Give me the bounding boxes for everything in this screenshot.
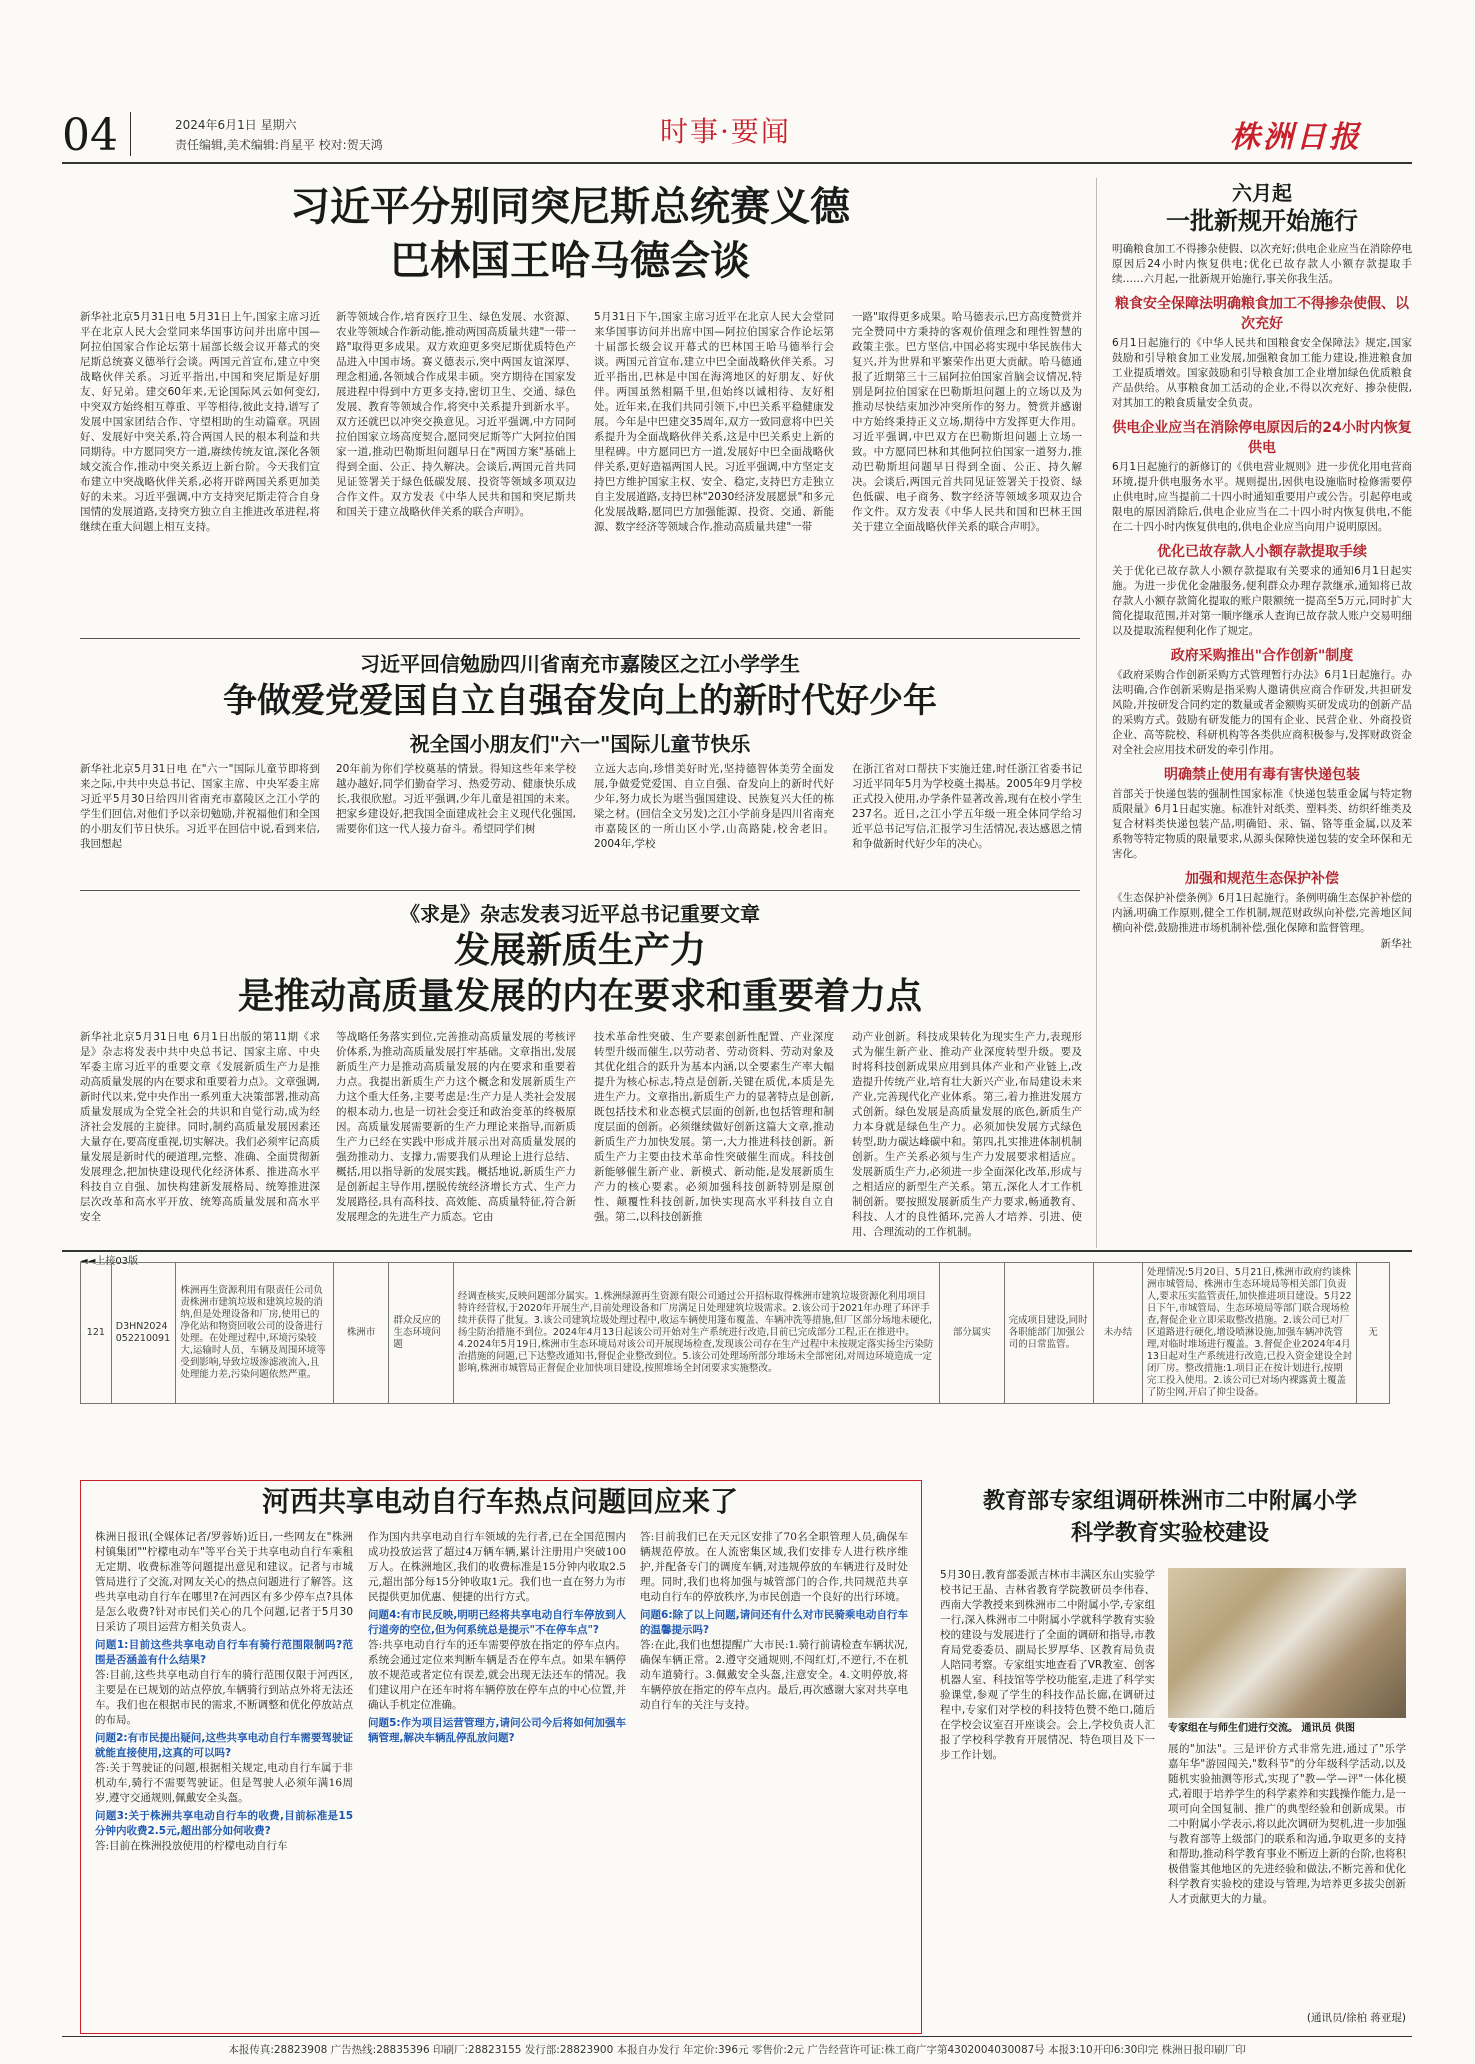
sidebar-divider: [1096, 178, 1097, 1248]
bike-answer-6: 答:在此,我们也想提醒广大市民:1.骑行前请检查车辆状况,确保车辆正常。2.遵守交通规则,不闯红灯,不逆行,不在机动车道骑行。3.佩戴安全头盔,注意安全。4.文明停放,将车辆停放在指定的停车点内。最后,再次感谢大家对共享电动自行车的关注与支持。: [640, 1639, 908, 1711]
bike-question-2: 问题2:有市民提出疑问,这些共享电动自行车需要驾驶证就能直接使用,这真的可以吗?: [95, 1732, 353, 1759]
table-cell-handling: 处理情况:5月20日、5月21日,株洲市政府约谈株洲市城管局、株洲市生态环境局等相关部门负责人,要求压实监管责任,加快推进项目建设。5月22日下午,市城管局、生态环境局等部门联合现场检查,督促企业立即采取整改措施。2.该公司已对厂区道路进行硬化,增设喷淋设施,加强车辆冲洗管理,对临时堆场进行覆盖。3.督促企业2024年4月13日起对生产系统进行改造,已投入资金建设全封闭厂房。整改措施:1.项目正在按计划进行,按期完工投入使用。2.该公司已对场内裸露黄土覆盖了防尘网,开启了抑尘设备。: [1142, 1263, 1356, 1404]
education-photo-caption: 专家组在与师生们进行交流。 通讯员 供图: [1168, 1723, 1355, 1734]
editor-credits: 责任编辑,美术编辑:肖星平 校对:贺天鸿: [175, 138, 383, 152]
education-source: (通讯员/徐柏 蒋亚琨): [1306, 2012, 1406, 2024]
table-cell-issue: 株洲再生资源利用有限责任公司负责株洲市建筑垃圾和建筑垃圾的消纳,但是处理设备和厂房,使用已的净化站和物资回收公司的设备进行处理。在处理过程中,环境污染较大,运输时人员、车辆及周围环境等受到影响,导致垃圾渗滤液流入,且处理能力差,污染问题依然严重。: [176, 1263, 334, 1404]
education-headline: [935, 1486, 1405, 1550]
sidebar-item-heading: 明确禁止使用有毒有害快递包装: [1164, 767, 1360, 783]
bike-question-6: 问题6:除了以上问题,请问还有什么对市民骑乘电动自行车的温馨提示吗?: [640, 1609, 908, 1636]
sidebar-item-heading: 粮食安全保障法明确粮食加工不得掺杂使假、以次充好: [1115, 296, 1409, 332]
sidebar-item-body: 《政府采购合作创新采购方式管理暂行办法》6月1日起施行。办法明确,合作创新采购是指采购人邀请供应商合作研发,共担研发风险,并按研发合同约定的数量或者金额购买研发成功的创新产品的采购方式。鼓励有研发能力的国有企业、民营企业、外商投资企业、高等院校、科研机构等各类供应商积极参与,发挥财政资金对全社会应用技术研发的牵引作用。: [1112, 669, 1412, 756]
table-top-rule: [62, 1250, 1412, 1252]
sidebar-title-line1: 六月起: [1232, 181, 1292, 205]
sidebar-source: 新华社: [1380, 938, 1412, 950]
divider-second: [80, 890, 1080, 891]
lead-column-3: 5月31日下午,国家主席习近平在北京人民大会堂同来华国事访问并出席中国—阿拉伯国家合作论坛第十届部长级会议开幕式的巴林国王哈马德举行会谈。两国元首宣布,建立中巴全面战略伙伴关系。习近平指出,巴林是中国在海湾地区的好朋友、好伙伴。两国虽然相隔千里,但始终以诚相待、友好相处。近年来,在我们共同引领下,中巴关系平稳健康发展。今年是中巴建交35周年,双方一致同意将中巴关系提升为全面战略伙伴关系,这是中巴关系史上新的里程碑。中方愿同巴方一道,发展好中巴全面战略伙伴关系,更好造福两国人民。习近平强调,中方坚定支持巴方维护国家主权、安全、稳定,支持巴方走独立自主发展道路,支持巴林"2030经济发展愿景"和多元化发展战略,愿同巴方加强能源、投资、交通、新能源、数字经济等领域合作,推动高质量共建"一带: [594, 311, 834, 533]
education-headline-line2: 科学教育实验校建设: [1070, 1521, 1269, 1546]
table-cell-penalty: 无: [1357, 1263, 1390, 1404]
sidebar-item-body: 首部关于快递包装的强制性国家标准《快递包装重金属与特定物质限量》6月1日起实施。标准针对纸类、塑料类、纺织纤维类及复合材料类快递包装产品,明确铅、汞、镉、铬等重金属,以及苯系物等特定物质的限量要求,从源头保障快递包装的安全环保和无害化。: [1112, 788, 1412, 860]
table-cell-code: D3HN2024052210091: [111, 1263, 176, 1404]
second-column-1: 新华社北京5月31日电 在"六一"国际儿童节即将到来之际,中共中央总书记、国家主席、中央军委主席习近平5月30日给四川省南充市嘉陵区之江小学的学生们回信,对他们予以亲切勉励,并祝福他们和全国的小朋友们节日快乐。习近平在回信中说,看到来信,我回想起: [80, 763, 320, 850]
sidebar-title-line2: 一批新规开始施行: [1166, 207, 1358, 235]
bike-answer-3: 答:目前在株洲投放使用的柠檬电动自行车: [95, 1840, 288, 1852]
third-headline-line2: 是推动高质量发展的内在要求和重要着力点: [237, 976, 922, 1017]
table-cell-no: 121: [81, 1263, 112, 1404]
bike-answer-1: 答:目前,这些共享电动自行车的骑行范围仅限于河西区,主要是在已规划的站点停放,车辆骑行到站点外将无法还车。我们也在根据市民的需求,不断调整和优化停放站点的布局。: [95, 1669, 353, 1726]
table-row: [81, 1263, 1390, 1404]
third-column-3: 技术革命性突破、生产要素创新性配置、产业深度转型升级而催生,以劳动者、劳动资料、劳动对象及其优化组合的跃升为基本内涵,以全要素生产率大幅提升为核心标志,特点是创新,关键在质优,本质是先进生产力。文章指出,新质生产力的显著特点是创新,既包括技术和业态模式层面的创新,也包括管理和制度层面的创新。必须继续做好创新这篇大文章,推动新质生产力加快发展。第一,大力推进科技创新。新质生产力主要由技术革命性突破催生而成。科技创新能够催生新产业、新模式、新动能,是发展新质生产力的核心要素。必须加强科技创新特别是原创性、颠覆性科技创新,加快实现高水平科技自立自强。第二,以科技创新推: [594, 1031, 834, 1223]
bike-question-1: 问题1:目前这些共享电动自行车有骑行范围限制吗?范围是否涵盖有什么结果?: [95, 1639, 353, 1666]
table-cell-responsibility: 完成项目建设,同时各职能部门加强公司的日常监管。: [1004, 1263, 1094, 1404]
education-column-1: 5月30日,教育部委派吉林市丰满区东山实验学校书记王晶、吉林省教育学院教研员李伟春、西南大学教授来到株洲市二中附属小学,专家组一行,深入株洲市二中附属小学就科学教育实验校的建设与发展进行了全面的调研和指导,市教育局党委委员、副局长罗厚华、区教育局负责人陪同考察。专家组实地查看了VR教室、创客机器人室、科技馆等学校功能室,走进了科学实验课堂,参观了学生的科技作品长廊,在调研过程中,专家们对学校的科技特色赞不绝口,随后在学校会议室召开座谈会。会上,学校负责人汇报了学校科学教育开展情况、特色项目及下一步工作计划。: [940, 1569, 1155, 1761]
footer-rule: [62, 2036, 1412, 2037]
divider-lead: [80, 638, 1080, 639]
second-subtitle: 祝全国小朋友们"六一"国际儿童节快乐: [409, 732, 751, 756]
sidebar-item-heading: 优化已故存款人小额存款提取手续: [1157, 544, 1367, 560]
bike-question-4: 问题4:有市民反映,明明已经将共享电动自行车停放到人行道旁的空位,但为何系统总是提示"不在停车点"?: [368, 1609, 626, 1636]
sidebar-item-body: 《生态保护补偿条例》6月1日起施行。条例明确生态保护补偿的内涵,明确工作原则,健全工作机制,规范财政纵向补偿,完善地区间横向补偿,鼓励推进市场机制补偿,强化保障和监督管理。: [1112, 892, 1412, 934]
bike-intro: 株洲日报讯(全媒体记者/罗蓉娇)近日,一些网友在"株洲村镇集团""柠檬电动车"等平台关于共享电动自行车乘租无定期、收费标准等问题提出意见和建议。记者与市城管局进行了交流,对网友关心的热点问题进行了解答。这些共享电动自行车在哪里?在河西区有多少停车点?具体是怎么收费?针对市民们关心的几个问题,记者于5月30日采访了项目运营方相关负责人。: [95, 1531, 353, 1633]
header-rule: [62, 162, 1412, 164]
second-headline: 争做爱党爱国自立自强奋发向上的新时代好少年: [223, 681, 937, 721]
lead-column-4: 一路"取得更多成果。哈马德表示,巴方高度赞赏并完全赞同中方秉持的客观价值理念和理性智慧的政策主张。巴方坚信,中国必将实现中华民族伟大复兴,并为世界和平繁荣作出更大贡献。哈马德通报了近期第三十三届阿拉伯国家首脑会议情况,特别是阿拉伯国家在巴勒斯坦问题上的立场以及为推动尽快结束加沙冲突所作的努力。赞赏并感谢中方始终秉持正义立场,期待中方发挥更大作用。习近平强调,中巴双方在巴勒斯坦问题上立场一致。中方愿同巴林和其他阿拉伯国家一道努力,推动巴勒斯坦问题早日得到全面、公正、持久解决。会谈后,两国元首共同见证签署关于投资、绿色低碳、电子商务、数字经济等领域多项双边合作文件。双方发表《中华人民共和国和巴林王国关于建立全面战略伙伴关系的联合声明》。: [852, 311, 1082, 533]
continued-from: ◄◄上接03版: [80, 1256, 139, 1267]
table-cell-status: 部分属实: [940, 1263, 1005, 1404]
section-title: 时事·要闻: [660, 115, 791, 148]
second-column-4: 在浙江省对口帮扶下实施迁建,时任浙江省委书记习近平同年5月为学校奠土揭基。2005年9月学校正式投入使用,办学条件显著改善,现有在校小学生237名。近日,之江小学五年级一班全体同学给习近平总书记写信,汇报学习生活情况,表达感恩之情和争做新时代好少年的决心。: [852, 763, 1082, 850]
lead-headline-line1: 习近平分别同突尼斯总统赛义德: [290, 184, 850, 230]
table-cell-region: 株洲市: [333, 1263, 389, 1404]
sidebar: [1112, 180, 1412, 951]
lead-column-2: 新等领域合作,培育医疗卫生、绿色发展、水资源、农业等领域合作新动能,推动两国高质量共建"一带一路"取得更多成果。双方欢迎更多突尼斯优质特色产品进入中国市场。赛义德表示,突中两国友谊深厚、理念相通,各领域合作成果丰硕。突方期待在国家发展进程中得到中方更多支持,密切卫生、交通、绿色发展、教育等领域合作,将突中关系提升到新水平。双方还就巴以冲突交换意见。习近平强调,中方同阿拉伯国家立场高度契合,愿同突尼斯等广大阿拉伯国家一道,推动巴勒斯坦问题早日在"两国方案"基础上得到全面、公正、持久解决。会谈后,两国元首共同见证签署关于绿色低碳发展、投资等领域多项双边合作文件。双方发表《中华人民共和国和突尼斯共和国关于建立战略伙伴关系的联合声明》。: [336, 311, 576, 518]
sidebar-item-body: 6月1日起施行的新修订的《供电营业规则》进一步优化用电营商环境,提升供电服务水平。规则提出,因供电设施临时检修需要停止供电时,应当提前二十四小时通知重要用户或公告。引起停电或限电的原因消除后,供电企业应当在二十四小时内恢复供电,不能在二十四小时内恢复供电的,供电企业应当向用户说明原因。: [1112, 461, 1412, 533]
lead-headline-line2: 巴林国王哈马德会谈: [390, 238, 750, 284]
sidebar-item-heading: 供电企业应当在消除停电原因后的24小时内恢复供电: [1112, 420, 1412, 456]
bike-answer-3-cont: 作为国内共享电动自行车领域的先行者,已在全国范围内成功投放运营了超过4万辆车辆,累计注册用户突破100万人。在株洲地区,我们的收费标准是15分钟内收取2.5元,超出部分每15分钟收取1元。我们也一直在努力为市民提供更加优惠、便捷的出行方式。: [368, 1531, 626, 1603]
third-column-2: 等战略任务落实到位,完善推动高质量发展的考核评价体系,为推动高质量发展打牢基础。文章指出,发展新质生产力是推动高质量发展的内在要求和重要着力点。我提出新质生产力这个概念和发展新质生产力这个重大任务,主要考虑是:生产力是人类社会发展的根本动力,也是一切社会变迁和政治变革的终极原因。高质量发展需要新的生产力理论来指导,而新质生产力已经在实践中形成并展示出对高质量发展的强劲推动力、支撑力,需要我们从理论上进行总结、概括,用以指导新的发展实践。概括地说,新质生产力是创新起主导作用,摆脱传统经济增长方式、生产力发展路径,具有高科技、高效能、高质量特征,符合新发展理念的先进生产力质态。它由: [336, 1031, 576, 1223]
bike-answer-5: 答:目前我们已在天元区安排了70名全职管理人员,确保车辆规范停放。在人流密集区域,我们安排专人进行秩序维护,并配备专门的调度车辆,对违规停放的车辆进行及时处理。同时,我们也将加强与城管部门的合作,共同规范共享电动自行车的停放秩序,为市民创造一个良好的出行环境。: [640, 1531, 908, 1603]
education-headline-line1: 教育部专家组调研株洲市二中附属小学: [982, 1489, 1357, 1514]
masthead-logo: 株洲日报: [1230, 120, 1362, 155]
education-photo: [1168, 1568, 1406, 1718]
header-divider: [130, 112, 131, 156]
education-column-2: 展的"加法"。三是评价方式非常先进,通过了"乐学嘉年华"游园闯关,"数科节"的分年级科学活动,以及随机实验抽测等形式,实现了"教—学—评"一体化模式,着眼于培养学生的科学素养和实践操作能力,是一项可向全国复制、推广的典型经验和创新成果。市二中附属小学表示,将以此次调研为契机,进一步加强与教育部等上级部门的联系和沟通,争取更多的支持和帮助,推动科学教育事业不断迈上新的台阶,也将积极借鉴其他地区的先进经验和做法,不断完善和优化科学教育实验校的建设与管理,为培养更多拔尖创新人才贡献更大的力量。: [1168, 1743, 1406, 1905]
footer-info: 本报传真:28823908 广告热线:28835396 印刷厂:28823155 发行部:28823900 本报自办发行 年定价:396元 零售价:2元 广告经营许可证:株工商广字第4302004030087号 本报3:10开印6:30印完 株洲日报印刷厂印: [228, 2044, 1246, 2056]
second-kicker: 习近平回信勉励四川省南充市嘉陵区之江小学学生: [360, 652, 800, 676]
third-kicker: 《求是》杂志发表习近平总书记重要文章: [400, 902, 760, 926]
table-cell-type: 群众反应的生态环境问题: [389, 1263, 454, 1404]
sidebar-item-body: 关于优化已故存款人小额存款提取有关要求的通知6月1日起实施。为进一步优化金融服务,便利群众办理存款继承,通知将已故存款人小额存款简化提取的账户限额统一提高至5万元,同时扩大简化提取范围,并对第一顺序继承人查询已故存款人账户交易明细以及提取流程便利化作了规定。: [1112, 565, 1412, 637]
lead-column-1: 新华社北京5月31日电 5月31日上午,国家主席习近平在北京人民大会堂同来华国事访问并出席中国—阿拉伯国家合作论坛第十届部长级会议开幕式的突尼斯总统赛义德举行会谈。两国元首宣布,建立中突战略伙伴关系。习近平指出,中国和突尼斯是好朋友、好兄弟。建交60年来,无论国际风云如何变幻,中突双方始终相互尊重、平等相待,彼此支持,谱写了发展中国家团结合作、守望相助的生动篇章。巩固好、发展好中突关系,符合两国人民的根本利益和共同期待。中方愿同突方一道,赓续传统友谊,深化各领域交流合作,推动中突关系迈上新台阶。今天我们宣布建立中突战略伙伴关系,必将开辟两国关系更加美好的未来。习近平强调,中方支持突尼斯走符合自身国情的发展道路,支持突方独立自主推进改革进程,将继续在重大问题上相互支持。: [80, 311, 320, 533]
audit-table: [80, 1262, 1390, 1404]
sidebar-item-body: 6月1日起施行的《中华人民共和国粮食安全保障法》规定,国家鼓励和引导粮食加工业发展,加强粮食加工能力建设,推进粮食加工业提质增效。国家鼓励和引导粮食加工企业增加绿色优质粮食产品供给。从事粮食加工活动的企业,不得以次充好、掺杂使假,对其加工的粮食质量安全负责。: [1112, 337, 1412, 409]
sidebar-item-heading: 政府采购推出"合作创新"制度: [1170, 648, 1354, 664]
bike-question-5: 问题5:作为项目运营管理方,请问公司今后将如何加强车辆管理,解决车辆乱停乱放问题?: [368, 1717, 626, 1744]
third-headline: [80, 928, 1080, 1020]
bike-column-3: [640, 1530, 908, 2025]
second-column-2: 20年前为你们学校奠基的情景。得知这些年来学校越办越好,同学们勤奋学习、热爱劳动、健康快乐成长,我很欣慰。习近平强调,少年儿童是祖国的未来。把家乡建设好,把我国全面建成社会主义现代化强国,需要你们这一代人接力奋斗。希望同学们树: [336, 763, 576, 835]
sidebar-intro: 明确粮食加工不得掺杂使假、以次充好;供电企业应当在消除停电原因后24小时内恢复供电;优化已故存款人小额存款提取手续……六月起,一批新规开始施行,事关你我生活。: [1112, 243, 1412, 285]
table-cell-result: 经调查核实,反映问题部分属实。1.株洲绿源再生资源有限公司通过公开招标取得株洲市建筑垃圾资源化利用项目特许经营权,于2020年开展生产,目前处理设备和厂房满足日处理建筑垃圾需求。2.该公司于2021年办理了环评手续并获得了批复。3.该公司建筑垃圾处理过程中,收运车辆使用篷布覆盖、车辆冲洗等措施,但厂区部分场地未硬化,扬尘防治措施不到位。2024年4月13日起该公司开始对生产系统进行改造,目前已完成部分工程,正在推进中。4.2024年5月19日,株洲市生态环境局对该公司开展现场检查,发现该公司存在生产过程中未按规定落实扬尘污染防治措施的问题,已下达整改通知书,督促企业整改到位。5.该公司处理场所部分堆场未全部密闭,对周边环境造成一定影响,株洲市城管局正督促企业加快项目建设,按照堆场全封闭要求实施整改。: [453, 1263, 939, 1404]
bike-question-3: 问题3:关于株洲共享电动自行车的收费,目前标准是15分钟内收费2.5元,超出部分如何收费?: [95, 1810, 353, 1837]
third-column-1: 新华社北京5月31日电 6月1日出版的第11期《求是》杂志将发表中共中央总书记、国家主席、中央军委主席习近平的重要文章《发展新质生产力是推动高质量发展的内在要求和重要着力点》。文章强调,新时代以来,党中央作出一系列重大决策部署,推动高质量发展成为全党全社会的共识和自觉行动,成为经济社会发展的主旋律。同时,制约高质量发展因素还大量存在,要高度重视,切实解决。我们必须牢记高质量发展是新时代的硬道理,完整、准确、全面贯彻新发展理念,把加快建设现代化经济体系、推进高水平科技自立自强、加快构建新发展格局、统筹推进深层次改革和高水平开放、统筹高质量发展和高水平安全: [80, 1031, 320, 1223]
lead-headline: [60, 180, 1080, 288]
third-headline-line1: 发展新质生产力: [453, 930, 706, 971]
bike-answer-2: 答:关于驾驶证的问题,根据相关规定,电动自行车属于非机动车,骑行不需要驾驶证。但是驾驶人必须年满16周岁,遵守交通规则,佩戴安全头盔。: [95, 1762, 353, 1804]
bike-answer-4: 答:共享电动自行车的还车需要停放在指定的停车点内。系统会通过定位来判断车辆是否在停车点。如果车辆停放不规范或者定位有误差,就会出现无法还车的情况。我们建议用户在还车时将车辆停放在停车点的中心位置,并确认手机定位准确。: [368, 1639, 626, 1711]
page-number: 04: [62, 110, 118, 161]
issue-date: 2024年6月1日 星期六: [175, 118, 297, 132]
sidebar-item-heading: 加强和规范生态保护补偿: [1185, 871, 1339, 887]
second-column-3: 立远大志向,珍惜美好时光,坚持德智体美劳全面发展,争做爱党爱国、自立自强、奋发向上的新时代好少年,努力成长为堪当强国建设、民族复兴大任的栋梁之材。(回信全文另发)之江小学前身是四川省南充市嘉陵区的一所山区小学,山高路陡,校舍老旧。2004年,学校: [594, 763, 834, 850]
bike-column-1: [95, 1530, 353, 2025]
table-cell-progress: 未办结: [1094, 1263, 1143, 1404]
bike-column-2: [368, 1530, 626, 2025]
third-column-4: 动产业创新。科技成果转化为现实生产力,表现形式为催生新产业、推动产业深度转型升级。要及时将科技创新成果应用到具体产业和产业链上,改造提升传统产业,培育壮大新兴产业,布局建设未来产业,完善现代化产业体系。第三,着力推进发展方式创新。绿色发展是高质量发展的底色,新质生产力本身就是绿色生产力。必须加快发展方式绿色转型,助力碳达峰碳中和。第四,扎实推进体制机制创新。生产关系必须与生产力发展要求相适应。发展新质生产力,必须进一步全面深化改革,形成与之相适应的新型生产关系。第五,深化人才工作机制创新。要按照发展新质生产力要求,畅通教育、科技、人才的良性循环,完善人才培养、引进、使用、合理流动的工作机制。: [852, 1031, 1082, 1238]
bike-headline: 河西共享电动自行车热点问题回应来了: [220, 1484, 780, 1520]
